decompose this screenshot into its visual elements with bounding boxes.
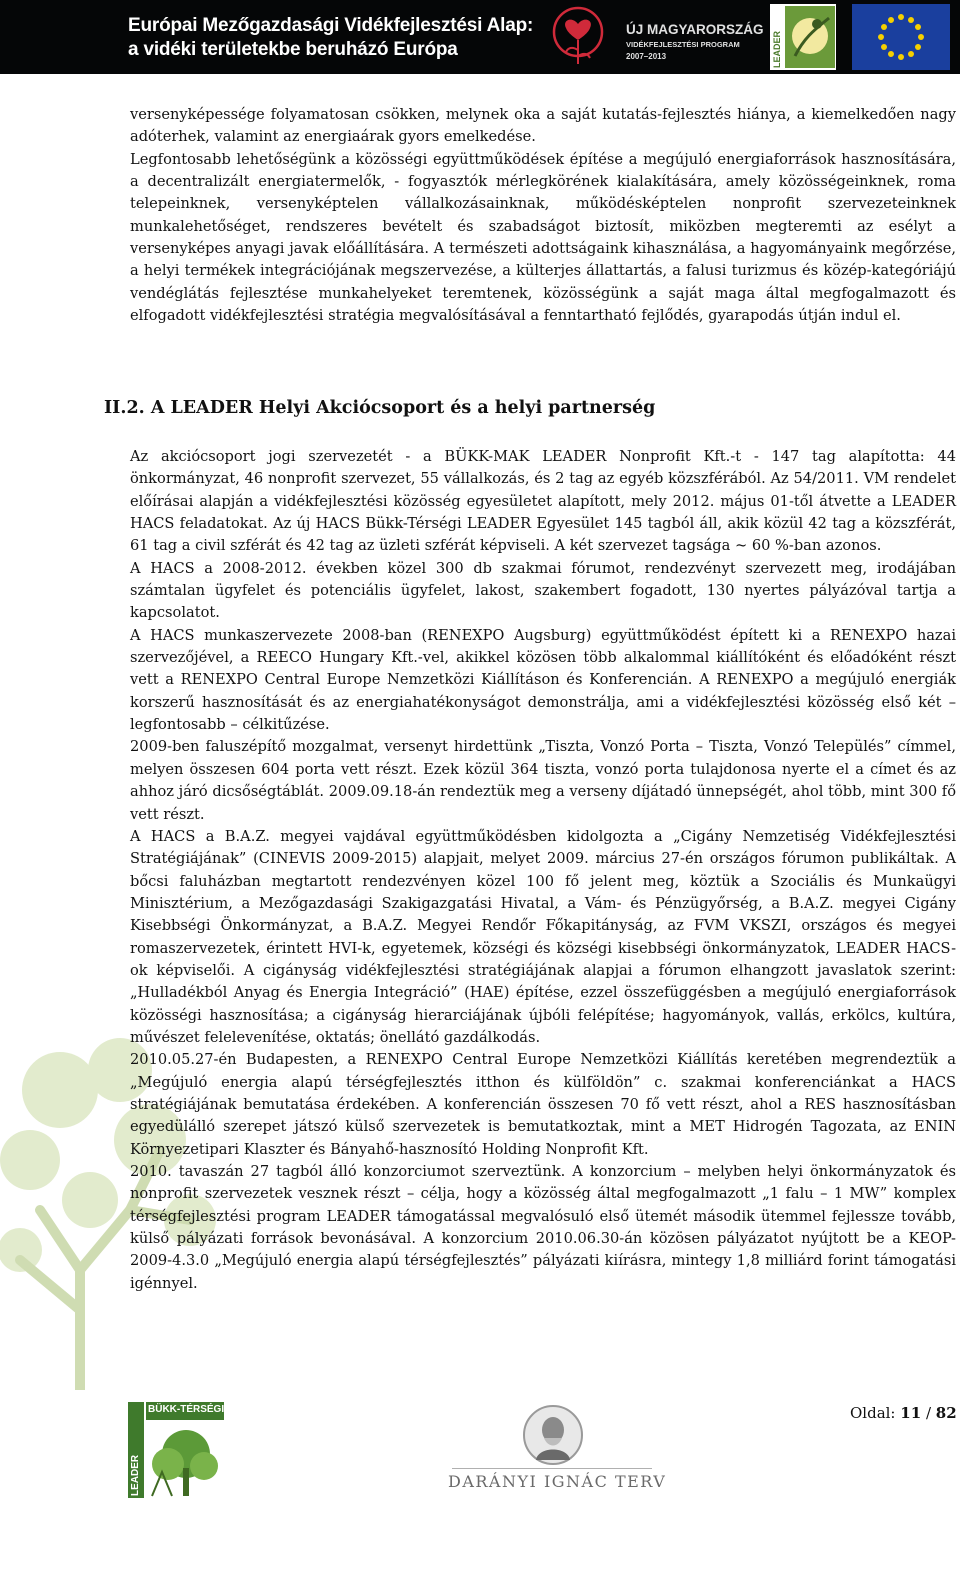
body-intro	[130, 104, 956, 327]
page-current: 11	[900, 1404, 922, 1422]
paragraph: Legfontosabb lehetőségünk a közösségi együttműködések építése a megújuló energiaforrások hasznosítására, a decentralizált energiatermelők, - fogyasztók mérlegkörének kialakítására, amely közösségeinknek, roma telepeinknek, versenyképtelen vállalkozásainknak, működésképtelen nonprofit szervezeteinknek munkalehetőséget, rendszeres bevételt és szabadságot biztosít, miközben megteremti az esélyt a versenyképes anyagi javak előállítására. A természeti adottságaink kihasználása, a hagyományaink megőrzése, a helyi termékek integrációjának megszervezése, a külterjes állattartás, a falusi turizmus és közép-kategóriájú vendéglátás fejlesztése munkahelyeket teremtenek, közösségünk a saját maga által megfogalmazott és elfogadott vidékfejlesztési stratégia megvalósításával a fenntartható fejlődés, gyarapodás útján indul el.	[130, 150, 956, 325]
paragraph: 2010.05.27-én Budapesten, a RENEXPO Central Europe Nemzetközi Kiállítás keretében megrendeztük a „Megújuló energia alapú térségfejlesztés itthon és külföldön” c. szakmai konferenciánkat a HACS stratégiájának bemutatása érdekében. A konferencián összesen 70 fő vett részt, ahol a RES hasznosításban egyedülálló szerepet játszó külső szervezetek is bemutatkoztak, mint a MET Hidrogén Tagozata, az ENIN Környezetipari Klaszter és Bányahő-hasznosító Holding Nonprofit Kft.	[130, 1051, 956, 1158]
bukk-logo-text: BÜKK-TÉRSÉGI	[148, 1404, 225, 1415]
uj-magyarorszag-name: ÚJ MAGYARORSZÁG	[626, 22, 764, 37]
section-body	[130, 446, 956, 1295]
leader-emblem-icon	[785, 6, 835, 68]
paragraph: Az akciócsoport jogi szervezetét - a BÜKK-MAK LEADER Nonprofit Kft.-t - 147 tag alapította: 44 önkormányzat, 46 nonprofit szervezet, 55 vállalkozás, és 2 tag az egyéb közszférából. Az 54/2011. VM rendelet előírásai alapján a vidékfejlesztési közösség egyesületet alapított, mely 2012. május 01-től átvette a LEADER HACS feladatokat. Az új HACS Bükk-Térségi LEADER Egyesület 145 tagból áll, akik közül 42 tag a közszférát, 61 tag a civil szférát és 42 tag az üzleti szférát képviseli. A két szervezet tagsága ~ 60 %-ban azonos.	[130, 448, 956, 555]
leader-logo	[770, 4, 836, 70]
paragraph: A HACS munkaszervezete 2008-ban (RENEXPO Augsburg) együttműködést épített ki a RENEXPO hazai szervezőjével, a REECO Hungary Kft.-vel, akikkel közösen több alkalommal kiállítóként és előadóként részt vett a RENEXPO Central Europe Nemzetközi Kiállításon és Konferencián. A RENEXPO a megújuló energiák korszerű hasznosítását és az energiahatékonyságot demonstrálja, ami a vidékfejlesztési közösség első két – legfontosabb – célkitűzése.	[130, 626, 956, 734]
uj-magyarorszag-logo	[548, 6, 764, 68]
paragraph: versenyképessége folyamatosan csökken, melynek oka a saját kutatás-fejlesztés hiánya, a kiemelkedően nagy adóterhek, valamint az energiaárak gyors emelkedése.	[130, 106, 956, 146]
page-label: Oldal:	[850, 1404, 896, 1422]
footer-divider	[452, 1468, 652, 1469]
portrait-icon	[522, 1404, 584, 1466]
daranyi-ignac-terv-logo	[448, 1402, 667, 1502]
paragraph: 2010. tavaszán 27 tagból álló konzorciumot szerveztünk. A konzorcium – melyben helyi önkormányzatok és nonprofit szervezetek vesznek részt – célja, hogy a közösség által megfogalmazott „1 falu – 1 MW” komplex térségfejlesztési program LEADER támogatással megvalósuló első ütemét második ütemmel fejlessze tovább, külső pályázati források bevonásával. A konzorcium 2010.06.30-án közösen pályázatot nyújtott be a KEOP-2009-4.3.0 „Megújuló energia alapú térségfejlesztés” pályázati kiírásra, mintegy 1,8 milliárd forint támogatási igénnyel.	[130, 1163, 956, 1292]
section-heading: II.2. A LEADER Helyi Akciócsoport és a helyi partnerség	[104, 398, 656, 418]
leader-logo-text: LEADER	[772, 30, 782, 68]
paragraph: A HACS a 2008-2012. években közel 300 db szakmai fórumot, rendezvényt szervezett meg, irodájában számtalan ügyfelet és potenciális ügyfelet, lakost, szakembert fogadott, 130 nyertes pályázóval tartja a kapcsolatot.	[130, 559, 956, 622]
header-title	[128, 14, 533, 62]
bukk-tree-logo-icon	[128, 1402, 224, 1498]
footer-caption: DARÁNYI IGNÁC TERV	[448, 1472, 667, 1491]
paragraph: 2009-ben faluszépítő mozgalmat, versenyt hirdettünk „Tiszta, Vonzó Porta – Tiszta, Vonzó Település” címmel, melyen összesen 604 porta vett részt. Ezek közül 364 tiszta, vonzó porta tulajdonosa nyerte el a címet és az ahhoz járó dicsőségtáblát. 2009.09.18-án rendeztük meg a verseny díjátadó ünnepségét, ahol több, mint 300 fő vett részt.	[130, 738, 956, 823]
page-separator: /	[925, 1404, 931, 1422]
eu-flag	[852, 4, 950, 70]
header-title-line2: a vidéki területekbe beruházó Európa	[128, 39, 458, 60]
uj-magyarorszag-sub: VIDÉKFEJLESZTÉSI PROGRAM	[626, 40, 740, 49]
page-number	[850, 1404, 957, 1422]
heart-flower-icon	[548, 6, 618, 68]
eu-stars-icon	[852, 4, 950, 70]
header-banner	[0, 0, 960, 74]
page-total: 82	[935, 1404, 957, 1422]
header-title-line1: Európai Mezőgazdasági Vidékfejlesztési Alap:	[128, 15, 534, 36]
paragraph: A HACS a B.A.Z. megyei vajdával együttműködésben kidolgozta a „Cigány Nemzetiség Vidékfejlesztési Stratégiájának” (CINEVIS 2009-2015) alapjait, melyet 2009. március 27-én országos fórumon publikáltak. A bőcsi faluházban megtartott rendezvényen közel 100 fő jelent meg, köztük a Szociális és Munkaügyi Minisztérium, a Mezőgazdasági Szakigazgatási Hivatal, a Vám- és Pénzügyőrség, a B.A.Z. megyei Cigány Kisebbségi Önkormányzat, a B.A.Z. Megyei Rendőr Főkapitányság, az FVM VKSZI, országos és megyei romaszervezetek, érintett HVI-k, egyetemek, községi és községi kisebbségi önkormányzatok, LEADER HACS-ok képviselői. A cigányság vidékfejlesztési stratégiájának alapjai a fórumon elhangzott javaslatok szerint: „Hulladékból Anyag és Energia Integráció” (HAE) építése, ezzel összefüggésben a megújuló energiaforrások közösségi hasznosítása; a cigányság hierarciájának újbóli felépítése; hagyományok, vallás, erkölcs, kultúra, művészet felelevenítése, oktatás; önellátó gazdálkodás.	[130, 827, 956, 1046]
uj-magyarorszag-years: 2007–2013	[626, 52, 667, 61]
bukk-terseg-leader-logo	[128, 1402, 224, 1498]
leader-vertical-text: LEADER	[130, 1454, 141, 1496]
